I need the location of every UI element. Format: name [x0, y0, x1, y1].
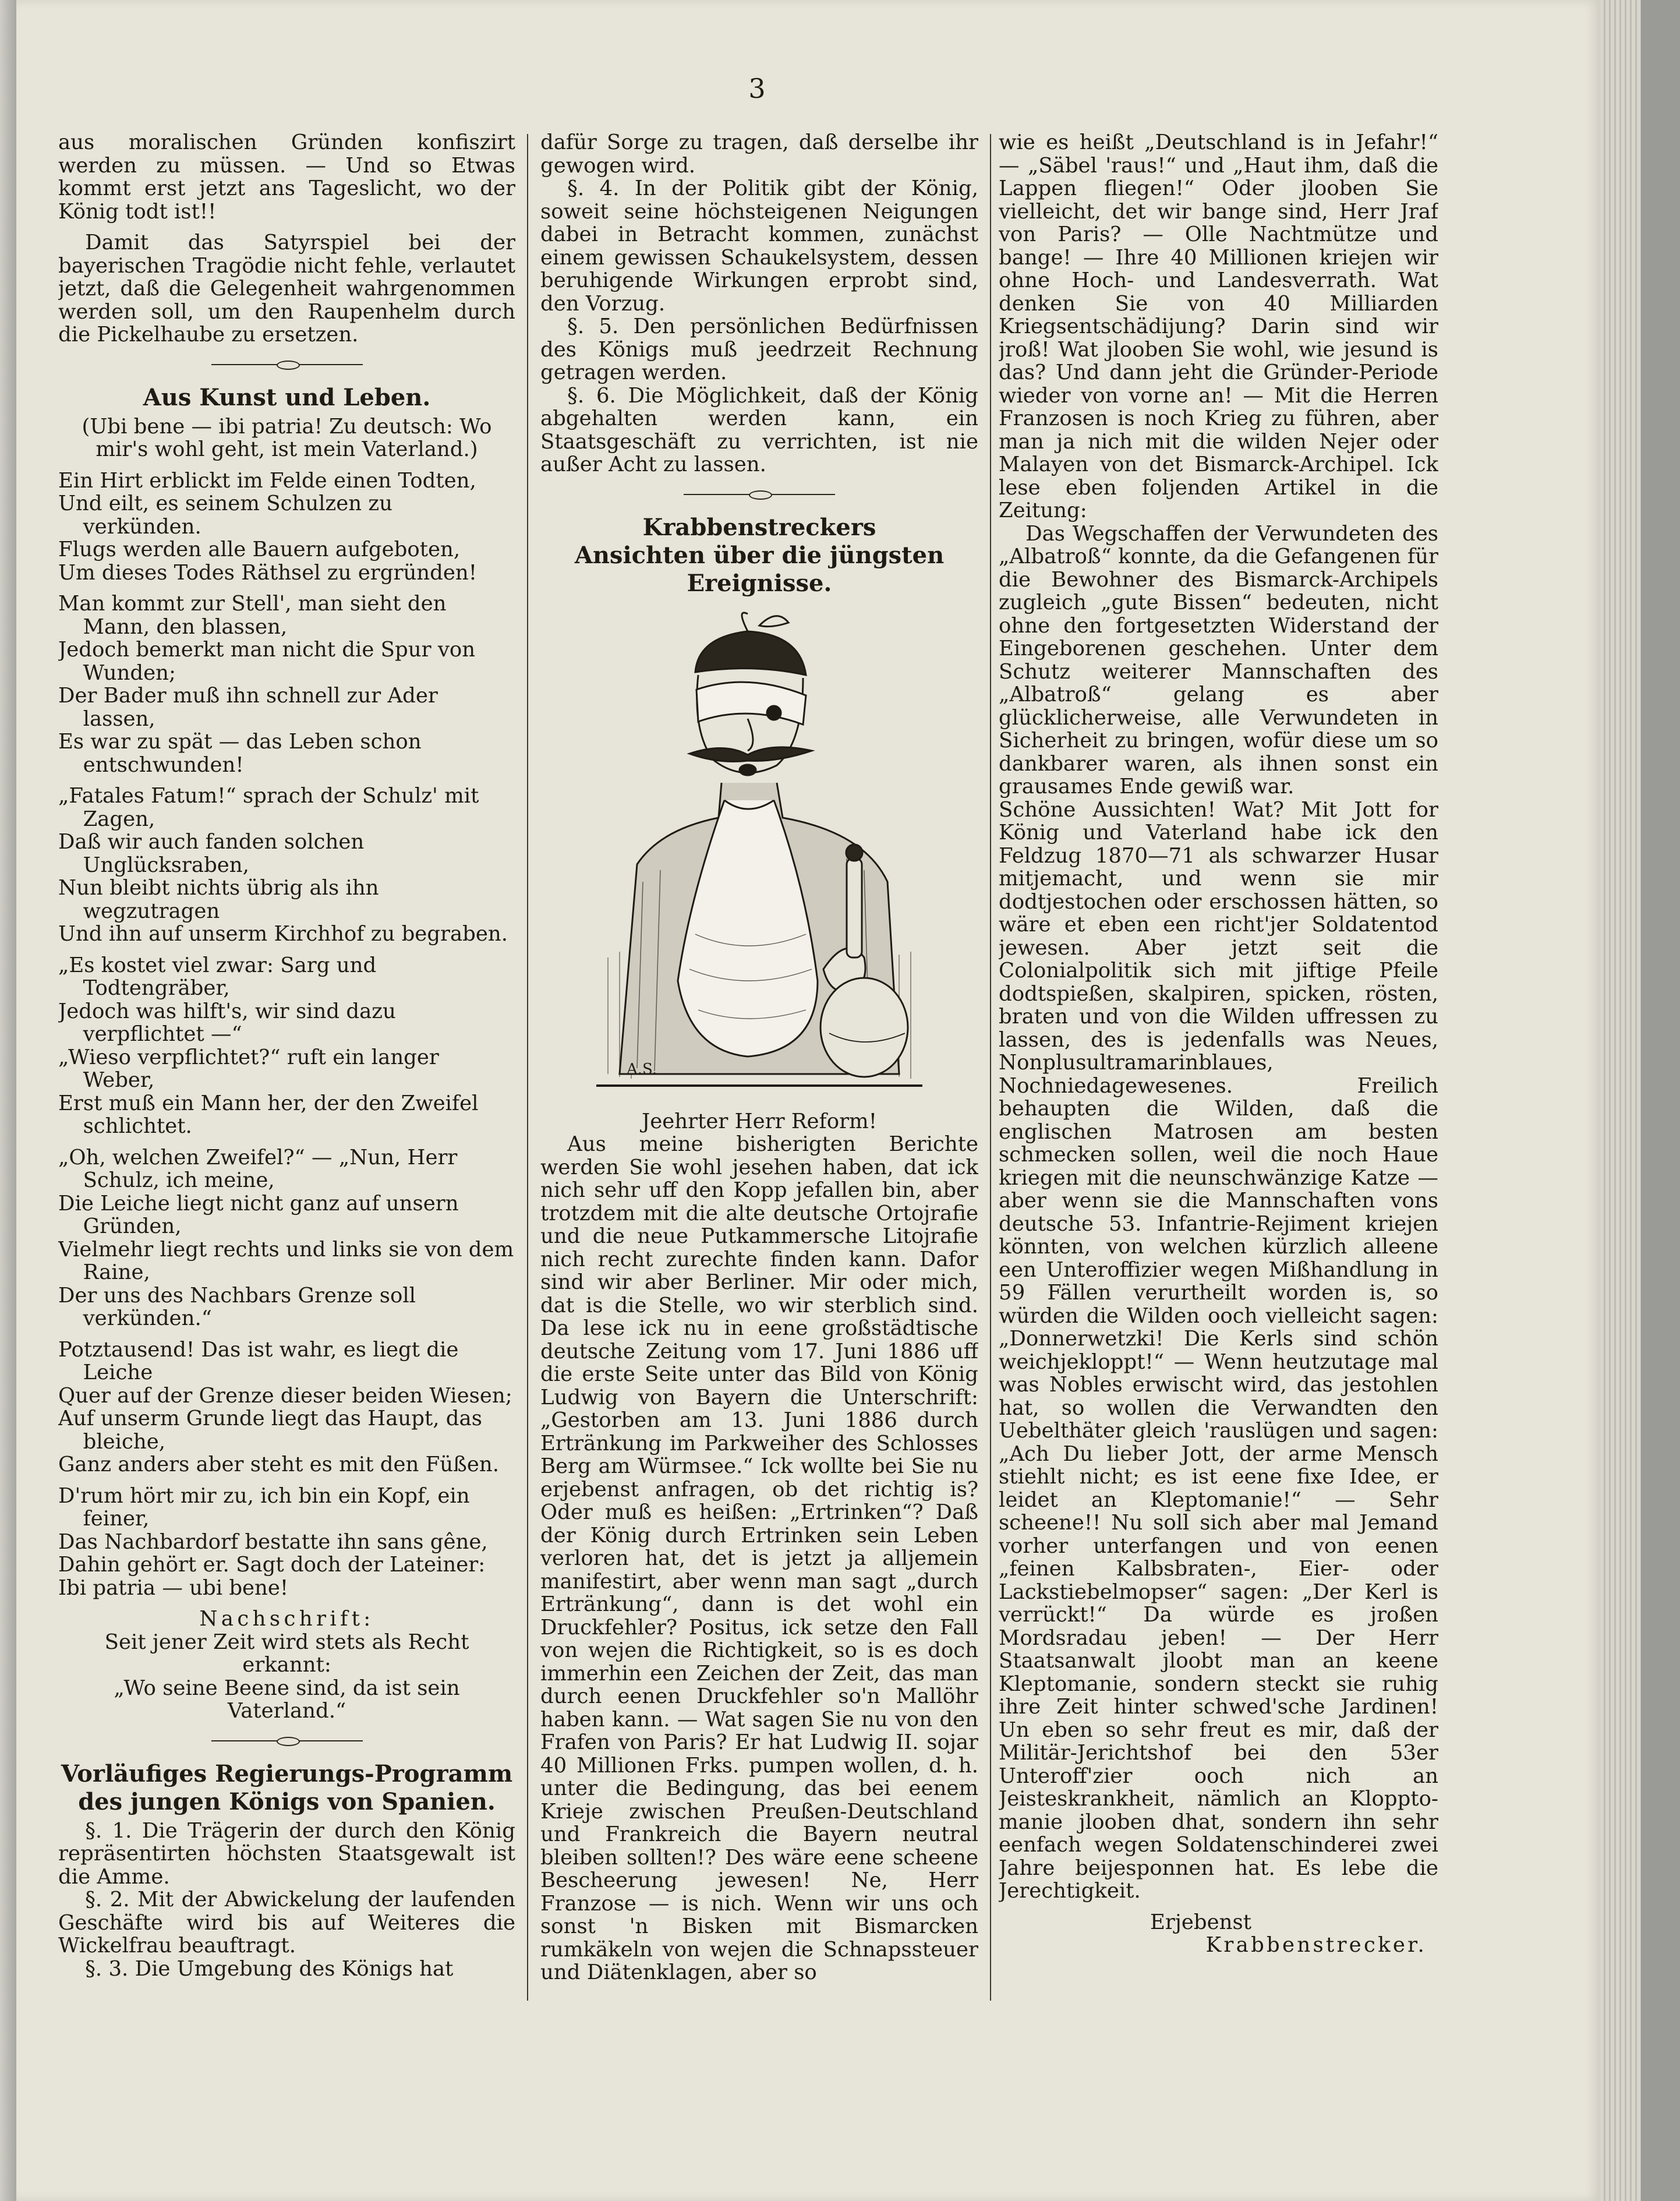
poem-stanza — [58, 785, 515, 946]
newspaper-quote: Das Wegschaffen der Verwundeten des „Albatroß“ konnte, da die Gefangenen für die Bewohner des Bismarck-Archipels zugleich „gute Bissen“ bedeuten, nicht ohne den fortgesetzten Widerstand der Eingeborenen geschehen. Unter dem Schutz weiterer Mannschaften des „Albatroß“ gelang es aber glücklicherweise, alle Verwundeten in Sicherheit zu bringen, wofür diese um so dankbarer waren, als ihnen sonst ein grausames Ende gewiß war. — [999, 521, 1438, 799]
poem-line: Vielmehr liegt rechts und links sie von dem Raine, — [58, 1237, 514, 1284]
page-stack-edge — [1600, 0, 1641, 2201]
program-item-continuation: dafür Sorge zu tragen, daß derselbe ihr gewogen wird. — [540, 131, 978, 178]
letter-signature: Krabbenstrecker. — [1205, 1933, 1427, 1957]
poem-line: „Es kostet viel zwar: Sarg und Todtengräber, — [58, 953, 377, 1000]
poem-line: Flugs werden alle Bauern aufgeboten, — [58, 538, 461, 561]
poem-stanza — [58, 1146, 515, 1330]
caricature-illustration — [573, 608, 946, 1103]
poem-stanza — [58, 954, 515, 1138]
poem-line: Um dieses Todes Räthsel zu ergründen! — [58, 560, 478, 585]
poem-line: „Fatales Fatum!“ sprach der Schulz' mit Zagen, — [58, 784, 479, 831]
letter-salutation: Jeehrter Herr Reform! — [642, 1109, 877, 1133]
page-number: 3 — [748, 73, 766, 104]
letter-body: Schöne Aussichten! Wat? Mit Jott for König und Vaterland habe ick den Feldzug 1870—71 als schwarzer Husar mitjemacht, und wenn sie mir dodtjestochen oder erschossen hätten, so wäre et eben een richt'jer Soldatentod jewesen. Aber jetzt seit die Colonialpolitik sich mit jiftige Pfeile dodtspießen, skalpiren, spicken, rösten, braten und von die Wilden uffressen zu lassen, des is jedenfalls was Neues, Nonplusultramarinblaues, Nochniedagewesenes. Freilich behaupten die Wilden, daß die englischen Matrosen am besten schmecken sollen, weil die noch Haue kriegen mit die neunschwänzige Katze — aber wenn sie die Mannschaften vons deutsche 53. Infantrie-Rejiment kriejen könnten, von welchen kürzlich alleene een Unteroffizier wegen Mißhandlung in 59 Fällen verurtheilt worden is, so würden die Wilden ooch vielleicht sagen: „Donnerwetzki! Die Kerls sind schön weichjekloppt!“ — Wenn heutzutage mal was Nobles erwischt wird, das jestohlen hat, so wollen die Verwandten den Uebelthäter gleich 'rauslügen und sagen: „Ach Du lieber Jott, der arme Mensch stiehlt nicht; es ist eene fixe Idee, er leidet an Kleptomanie!“ — Sehr scheene!! Nu soll sich aber mal Jemand vorher unterfangen und von eenen „feinen Kalbsbraten-, Eier- oder Lackstiebelmopser“ sagen: „Der Kerl is verrückt!“ Da würde es jroßen Mordsradau jeben! — Der Herr Staatsanwalt jloobt man an keene Kleptomanie, sondern steckt sie ruhig ihre Zeit hinter schwed'sche Jardinen! Un eben so sehr freut es mir, daß der Militär-Jerichtshof bei den 53er Unteroff'zier ooch nich an Jeisteskrankheit, nämlich an Kloppto-manie jlooben dhat, sondern ihn sehr eenfach wegen Soldatenschinderei zwei Jahre beijesponnen hat. Es lebe die Jerechtigkeit. — [999, 797, 1438, 1903]
program-item: §. 6. Die Möglichkeit, daß der König abgehalten werden kann, ein Staatsgeschäft zu verrichten, ist nie außer Acht zu lassen. — [540, 383, 978, 476]
section-ornament — [684, 490, 835, 499]
section-ornament — [211, 361, 363, 369]
poem-line: Dahin gehört er. Sagt doch der Lateiner: — [58, 1553, 486, 1577]
poem-line: Man kommt zur Stell', man sieht den Mann, den blassen, — [58, 592, 447, 639]
poem-line: Ganz anders aber steht es mit den Füßen. — [58, 1453, 499, 1476]
poem-line: Der Bader muß ihn schnell zur Ader lassen, — [58, 684, 438, 731]
poem-line: Daß wir auch fanden solchen Unglücksraben, — [58, 830, 365, 877]
section-ornament — [211, 1737, 363, 1745]
poem-line: Und eilt, es seinem Schulzen zu verkünden. — [58, 492, 392, 539]
poem-line: Potztausend! Das ist wahr, es liegt die Leiche — [58, 1337, 459, 1384]
poem-stanza — [58, 592, 515, 776]
poem-line: Das Nachbardorf bestatte ihn sans gêne, — [58, 1529, 488, 1554]
nachschrift-line: „Wo seine Beene sind, da ist sein Vaterland.“ — [114, 1676, 460, 1723]
poem-line: Quer auf der Grenze dieser beiden Wiesen; — [58, 1383, 512, 1408]
poem-line: Und ihn auf unserm Kirchhof zu begraben. — [58, 922, 508, 946]
column-rule-right — [990, 134, 991, 2001]
poem-line: Nun bleibt nichts übrig als ihn wegzutragen — [58, 876, 379, 923]
nachschrift-line: Seit jener Zeit wird stets als Recht erkannt: — [104, 1630, 469, 1677]
letter-continuation: wie es heißt „Deutschland is in Jefahr!“ — „Säbel 'raus!“ und „Haut ihm, daß die Lappen fliegen!“ Oder jlooben Sie vielleicht, det wir bange sind, Herr Jraf von Paris? — Olle Nachtmütze und bange! — Ihre 40 Millionen kriejen wir ohne Hoch- und Landesverrath. Wat denken Sie von 40 Milliarden Kriegsentschädijung? Darin sind wir jroß! Wat jlooben Sie wohl, wie jesund is das? Und dann jeht die Gründer-Periode wieder von vorne an! — Mit die Herren Franzosen is noch Krieg zu führen, aber man ja nich mit die wilden Nejer oder Malayen von det Bismarck-Archipel. Ick lese eben foljenden Artikel in die Zeitung: — [999, 131, 1438, 522]
motto: (Ubi bene — ibi patria! Zu deutsch: Wo mir's wohl geht, ist mein Vaterland.) — [82, 414, 492, 461]
poem-line: „Wieso verpflichtet?“ ruft ein langer Weber, — [58, 1045, 439, 1092]
poem-line: Jedoch was hilft's, wir sind dazu verpflichtet —“ — [58, 999, 396, 1046]
illustration-signature: A.S. — [627, 1060, 657, 1078]
poem-line: Es war zu spät — das Leben schon entschwunden! — [58, 730, 422, 777]
section-title-kunst: Aus Kunst und Leben. — [143, 383, 431, 411]
column-rule-left — [527, 134, 528, 2001]
poem-line: Der uns des Nachbars Grenze soll verkünden.“ — [58, 1283, 416, 1330]
poem-line: Ein Hirt erblickt im Felde einen Todten, — [58, 468, 476, 493]
column-2 — [540, 131, 978, 1995]
poem-stanza — [58, 1485, 515, 1600]
letter-body: Aus meine bisherigten Berichte werden Sie wohl jesehen haben, dat ick nich sehr uff den Kopp jefallen bin, aber trotzdem mit die alte deutsche Ortojrafie und die neue Putkammersche Litojrafie nich recht zurechte finden kann. Dafor sind wir aber Berliner. Mir oder mich, dat is die Stelle, wo wir sterblich sind. Da lese ick nu in eene großstädtische deutsche Zeitung vom 17. Juni 1886 uff die erste Seite unter das Bild von König Ludwig von Bayern die Unterschrift: „Gestorben am 13. Juni 1886 durch Ertränkung im Parkweiher des Schlosses Berg am Würmsee.“ Ick wollte bei Sie nu erjebenst anfragen, ob det richtig is? Oder muß es heißen: „Ertrinken“? Daß der König durch Ertrinken sein Leben verloren hat, det is jetzt ja alljemein manifestirt, aber wenn man sagt „durch Ertränkung“, dann is det wohl ein Druckfehler? Positus, ick setze den Fall von wejen die Richtigkeit, so is es doch immerhin een Zeichen der Zeit, das man durch eenen Druckfehler so'n Mallöhr haben kann. — Wat sagen Sie nu von den Frafen von Paris? Er hat Ludwig II. sojar 40 Millionen Frks. pumpen wollen, d. h. unter die Bedingung, das bei eenem Krieje zwischen Preußen-Deutschland und Frankreich die Bayern neutral bleiben sollten!? Des wäre eene scheene Bescheerung jewesen! Ne, Herr Franzose — is nich. Wenn wir uns och sonst 'n Bisken mit Bismarcken rumkäkeln von wejen die Schnapssteuer und Diätenklagen, aber so — [540, 1132, 978, 1984]
nachschrift-heading: Nachschrift: — [199, 1607, 374, 1631]
poem-line: Auf unserm Grunde liegt das Haupt, das bleiche, — [58, 1407, 482, 1454]
program-item: §. 4. In der Politik gibt der König, soweit seine höchsteigenen Neigungen dabei in Betracht kommen, zunächst einem gewissen Schaukelsystem, dessen beruhigende Wirkungen erprobt sind, den Vorzug. — [540, 176, 978, 316]
column-3 — [999, 131, 1438, 1995]
poem-line: Die Leiche liegt nicht ganz auf unsern Gründen, — [58, 1191, 459, 1238]
section-title-spanien: Vorläufiges Regierungs-Programm des jungen Königs von Spanien. — [61, 1760, 513, 1815]
poem-line: Jedoch bemerkt man nicht die Spur von Wunden; — [58, 638, 476, 685]
column-1 — [58, 131, 515, 1995]
letter-closing: Erjebenst — [1150, 1910, 1251, 1934]
section-title-line: Krabbenstreckers — [642, 513, 876, 541]
program-item: §. 5. Den persönlichen Bedürfnissen des Königs muß jeedrzeit Rechnung getragen werden. — [540, 315, 978, 384]
poem-line: „Oh, welchen Zweifel?“ — „Nun, Herr Schulz, ich meine, — [58, 1145, 458, 1192]
poem — [58, 469, 515, 1600]
article-continuation: aus moralischen Gründen konfiszirt werden zu müssen. — Und so Etwas kommt erst jetzt ans Tageslicht, wo der König todt ist!! — [58, 131, 515, 224]
poem-line: Erst muß ein Mann her, der den Zweifel schlichtet. — [58, 1091, 479, 1138]
poem-line: D'rum hört mir zu, ich bin ein Kopf, ein feiner, — [58, 1483, 470, 1531]
program-item: §. 1. Die Trägerin der durch den König repräsentirten höchsten Staatsgewalt ist die Amme. — [58, 1818, 515, 1889]
program-item: §. 2. Mit der Abwickelung der laufenden Geschäfte wird bis auf Weiteres die Wickelfrau beauftragt. — [58, 1888, 515, 1958]
program-item: §. 3. Die Umgebung des Königs hat — [85, 1956, 454, 1981]
poem-stanza — [58, 469, 515, 585]
poem-line: Ibi patria — ubi bene! — [58, 1575, 289, 1600]
section-title-krabben — [540, 514, 978, 598]
section-title-line: Ansichten über die jüngsten Ereignisse. — [574, 541, 945, 597]
poem-stanza — [58, 1338, 515, 1476]
article-paragraph: Damit das Satyrspiel bei der bayerischen Tragödie nicht fehle, verlautet jetzt, daß die Gelegenheit wahrgenommen werden soll, um den Raupenhelm durch die Pickelhaube zu ersetzen. — [58, 231, 515, 347]
scan-margin-left — [0, 0, 16, 2201]
